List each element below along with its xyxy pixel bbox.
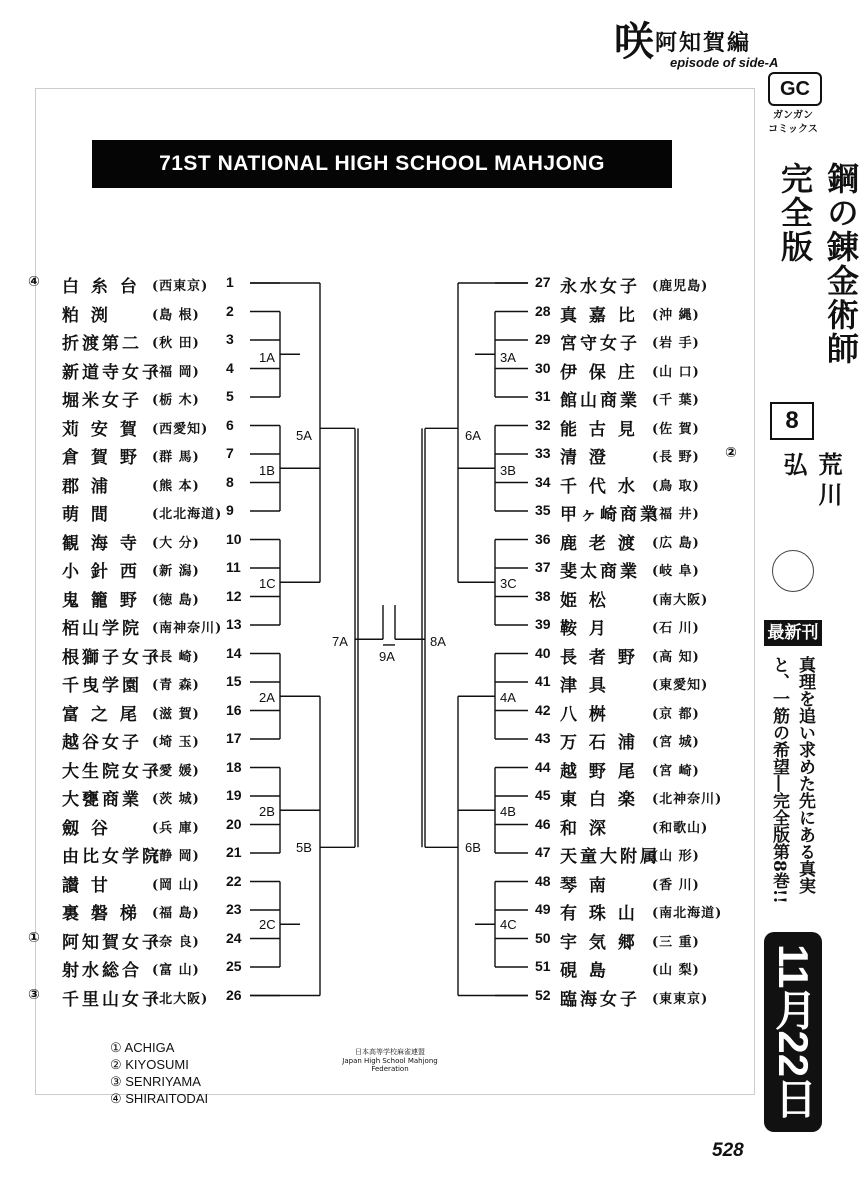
prefecture: (新 潟) (152, 564, 200, 579)
prefecture: (奈 良) (152, 934, 200, 950)
round-label-4b: 4B (500, 804, 516, 819)
prefecture: (千 葉) (652, 393, 700, 408)
seed-number: 28 (535, 302, 551, 319)
gc-logo: GC (768, 72, 822, 106)
legend-item: ② KIYOSUMI (110, 1057, 189, 1072)
right-bracket-entry (535, 358, 750, 383)
prefecture: (鹿児島) (652, 279, 709, 294)
prefecture: (富 山) (152, 963, 200, 978)
seed-number: 46 (535, 815, 551, 832)
book-title: 鋼の錬金術師 完全版 (776, 162, 860, 366)
round-label-5b: 5B (296, 840, 312, 855)
seed-number: 7 (226, 445, 234, 461)
release-date: 11月22日発売 (764, 932, 822, 1132)
left-bracket-entry (28, 443, 258, 468)
right-bracket-entry (535, 814, 750, 839)
prefecture: (徳 島) (152, 592, 200, 608)
round-label-4a: 4A (500, 690, 516, 705)
seed-number: 3 (226, 331, 234, 347)
prefecture: (熊 本) (152, 478, 200, 494)
prefecture: (青 森) (152, 678, 200, 693)
round-label-2b: 2B (259, 804, 275, 819)
school-name: 琴 南 (560, 875, 609, 896)
left-bracket-entry (28, 586, 258, 611)
prefecture: (山 形) (652, 849, 700, 864)
left-bracket-entry (28, 728, 258, 753)
prefecture: (長 野) (652, 450, 700, 465)
seed-number: 15 (226, 673, 242, 689)
seed-number: 16 (226, 701, 242, 718)
right-bracket-entry (535, 928, 750, 953)
school-name: 郡 浦 (62, 476, 111, 497)
prefecture: (宮 崎) (652, 763, 700, 779)
prefecture: (茨 城) (152, 792, 200, 807)
right-bracket-entry (535, 785, 750, 810)
school-name: 大生院女子 (62, 761, 162, 782)
school-name: 臨海女子 (560, 989, 640, 1010)
prefecture: (宮 城) (652, 735, 700, 750)
gc-label-2: コミックス (768, 124, 818, 135)
round-label-6a: 6A (465, 428, 481, 443)
left-bracket-entry (28, 700, 258, 725)
seed-number: 47 (535, 844, 551, 860)
school-name: 鹿 老 渡 (560, 533, 638, 554)
federation-en: Japan High School Mahjong Federation (342, 1057, 438, 1073)
new-release-tag: 最新刊 (764, 620, 822, 646)
round-label-2a: 2A (259, 690, 275, 705)
school-name: 由比女学院 (62, 847, 162, 867)
right-bracket-entry (535, 472, 750, 497)
seed-number: 39 (535, 616, 551, 632)
seed-mark: ④ (28, 274, 40, 290)
school-name: 和 深 (560, 818, 609, 839)
school-name: 折渡第二 (62, 334, 142, 354)
seed-number: 23 (226, 901, 242, 917)
school-name: 永水女子 (560, 277, 640, 297)
prefecture: (岩 手) (652, 336, 700, 351)
prefecture: (石 川) (652, 621, 700, 636)
right-bracket-entry (535, 956, 750, 981)
seed-number: 21 (226, 844, 242, 860)
school-name: 斐太商業 (560, 562, 640, 582)
prefecture: (西愛知) (152, 421, 209, 437)
seed-number: 42 (535, 701, 551, 718)
seed-number: 22 (226, 872, 242, 889)
round-label-7a: 7A (332, 634, 348, 649)
seed-number: 36 (535, 530, 551, 547)
seed-number: 35 (535, 502, 551, 518)
school-name: 清 澄 (560, 448, 609, 468)
seed-number: 40 (535, 644, 551, 661)
seed-number: 26 (226, 986, 242, 1003)
seed-number: 9 (226, 502, 234, 518)
right-bracket-entry (535, 614, 750, 639)
school-name: 讃 甘 (62, 875, 111, 896)
seed-number: 4 (226, 359, 234, 376)
prefecture: (秋 田) (152, 336, 200, 351)
school-name: 鞍 月 (560, 619, 609, 639)
school-name: 東 白 楽 (560, 790, 638, 810)
round-label-8a: 8A (430, 634, 446, 649)
school-name: 倉 賀 野 (62, 448, 140, 468)
right-bracket-entry (535, 386, 750, 411)
seed-number: 50 (535, 929, 551, 946)
right-bracket-entry (535, 643, 750, 668)
school-name: 宮守女子 (560, 334, 640, 354)
seed-number: 11 (226, 559, 241, 575)
prefecture: (愛 媛) (152, 763, 200, 779)
school-name: 越谷女子 (62, 733, 142, 753)
seed-number: 8 (226, 473, 234, 490)
school-name: 鬼 籠 野 (62, 590, 140, 611)
seed-number: 31 (535, 388, 551, 404)
seed-mark: ① (28, 929, 40, 946)
seed-number: 6 (226, 416, 234, 433)
school-name: 真 嘉 比 (560, 305, 638, 326)
prefecture: (島 根) (152, 307, 200, 323)
round-label-1b: 1B (259, 463, 275, 478)
right-bracket-entry (535, 329, 750, 354)
left-bracket-entry (28, 928, 258, 953)
prefecture: (福 島) (152, 906, 200, 921)
prefecture: (広 島) (652, 535, 700, 551)
right-bracket-entry (535, 842, 750, 867)
school-name: 有 珠 山 (560, 904, 638, 924)
left-bracket-entry (28, 643, 258, 668)
seed-number: 13 (226, 616, 242, 632)
prefecture: (栃 木) (152, 393, 200, 408)
seed-number: 37 (535, 559, 551, 575)
school-name: 阿知賀女子 (62, 932, 162, 953)
gc-label-1: ガンガン (773, 110, 813, 121)
right-bracket-entry (535, 272, 750, 297)
right-bracket-entry (535, 728, 750, 753)
seed-number: 18 (226, 758, 242, 775)
prefecture: (山 口) (652, 364, 700, 380)
prefecture: (高 知) (652, 649, 700, 665)
prefecture: (北大阪) (152, 991, 209, 1007)
round-label-3a: 3A (500, 350, 516, 365)
prefecture: (沖 縄) (652, 307, 700, 323)
prefecture: (京 都) (652, 706, 700, 722)
prefecture: (群 馬) (152, 450, 200, 465)
prefecture: (埼 玉) (152, 735, 200, 750)
prefecture: (福 井) (652, 507, 700, 522)
seed-mark: ③ (28, 986, 40, 1003)
seed-number: 41 (535, 673, 551, 689)
left-bracket-entry (28, 785, 258, 810)
seed-number: 14 (226, 644, 242, 661)
seed-number: 38 (535, 587, 551, 604)
legend-item: ④ SHIRAITODAI (110, 1091, 209, 1106)
school-name: 新道寺女子 (62, 362, 162, 383)
page-number: 528 (712, 1140, 744, 1161)
school-name: 裏 磐 梯 (62, 904, 140, 924)
tagline: 真理を追い求めた先にある真実と、一筋の希望―完全版第8巻!! (769, 656, 815, 904)
left-bracket-entry (28, 757, 258, 782)
prefecture: (香 川) (652, 877, 700, 893)
seed-number: 19 (226, 787, 242, 803)
left-bracket-entry (28, 358, 258, 383)
left-bracket-entry (28, 557, 258, 582)
left-bracket-entry (28, 956, 258, 981)
series-title: 阿知賀編 (655, 30, 752, 56)
school-name: 白 糸 台 (62, 277, 140, 297)
right-bracket-entry (535, 529, 750, 554)
seed-number: 2 (226, 302, 234, 319)
round-label-6b: 6B (465, 840, 481, 855)
left-bracket-entry (28, 529, 258, 554)
school-name: 能 古 見 (560, 419, 638, 440)
seed-mark: ② (725, 445, 737, 461)
prefecture: (兵 庫) (152, 820, 200, 836)
prefecture: (三 重) (652, 934, 700, 950)
school-name: 千里山女子 (62, 989, 162, 1010)
left-bracket-entry (28, 985, 258, 1010)
round-label-2c: 2C (259, 917, 276, 932)
prefecture: (滋 賀) (152, 706, 200, 722)
left-bracket-entry (28, 871, 258, 896)
left-bracket-entry (28, 329, 258, 354)
school-name: 観 海 寺 (62, 533, 140, 554)
seed-number: 30 (535, 359, 551, 376)
prefecture: (西東京) (152, 279, 209, 294)
seed-number: 29 (535, 331, 551, 347)
school-name: 甲ヶ崎商業 (560, 505, 660, 525)
prefecture: (南大阪) (652, 592, 709, 608)
school-name: 長 者 野 (560, 647, 638, 668)
school-name: 津 具 (560, 676, 609, 696)
federation-credit (330, 1047, 450, 1073)
prefecture: (岡 山) (152, 877, 200, 893)
school-name: 越 野 尾 (560, 761, 638, 782)
left-bracket-entry (28, 842, 258, 867)
seed-number: 25 (226, 958, 242, 974)
school-name: 大甕商業 (62, 790, 142, 810)
seed-number: 10 (226, 530, 242, 547)
seed-number: 44 (535, 758, 551, 775)
prefecture: (鳥 取) (652, 478, 700, 494)
right-bracket-entry (535, 757, 750, 782)
round-label-9a: 9A (379, 649, 395, 664)
round-label-5a: 5A (296, 428, 312, 443)
prefecture: (福 岡) (152, 364, 200, 380)
round-label-1c: 1C (259, 576, 276, 591)
school-name: 伊 保 庄 (560, 362, 638, 383)
prefecture: (静 岡) (152, 849, 200, 864)
seed-number: 24 (226, 929, 242, 946)
school-name: 富 之 尾 (62, 704, 140, 725)
seed-number: 32 (535, 416, 551, 433)
seed-number: 5 (226, 388, 234, 404)
seed-number: 51 (535, 958, 551, 974)
school-name: 根獅子女子 (62, 647, 162, 668)
round-label-3c: 3C (500, 576, 517, 591)
school-name: 宇 気 郷 (560, 932, 638, 953)
federation-jp: 日本高等学校麻雀連盟 (355, 1048, 425, 1056)
left-bracket-entry (28, 415, 258, 440)
seed-number: 43 (535, 730, 551, 746)
seed-number: 52 (535, 986, 551, 1003)
school-name: 千曳学園 (62, 676, 142, 696)
prefecture: (北神奈川) (652, 792, 723, 807)
left-bracket-entry (28, 899, 258, 924)
school-name: 万 石 浦 (560, 733, 638, 753)
seed-number: 33 (535, 445, 551, 461)
left-bracket-entry (28, 614, 258, 639)
school-name: 八 桝 (560, 704, 609, 725)
prefecture: (大 分) (152, 535, 200, 551)
right-bracket-entry (535, 700, 750, 725)
left-bracket-entry (28, 386, 258, 411)
school-name: 天童大附属 (560, 847, 660, 867)
prefecture: (南神奈川) (152, 621, 223, 636)
left-bracket-entry (28, 671, 258, 696)
school-name: 姫 松 (560, 590, 609, 611)
school-name: 劔 谷 (62, 818, 111, 839)
right-bracket-entry (535, 301, 750, 326)
school-name: 萌 間 (62, 505, 111, 525)
right-bracket-entry (535, 671, 750, 696)
prefecture: (岐 阜) (652, 564, 700, 579)
round-label-4c: 4C (500, 917, 517, 932)
right-bracket-entry (535, 899, 750, 924)
prefecture: (長 崎) (152, 649, 200, 665)
prefecture: (南北海道) (652, 906, 723, 921)
right-bracket-entry (535, 443, 750, 468)
left-bracket-entry (28, 814, 258, 839)
right-bracket-entry (535, 500, 750, 525)
round-label-1a: 1A (259, 350, 275, 365)
school-name: 千 代 水 (560, 476, 638, 497)
seed-number: 20 (226, 815, 242, 832)
championship-banner: 71ST NATIONAL HIGH SCHOOL MAHJONG CHAMPIONSHIP (92, 140, 672, 188)
school-name: 硯 島 (560, 961, 609, 981)
school-name: 苅 安 賀 (62, 419, 140, 440)
seed-legend (110, 1040, 208, 1108)
school-name: 栢山学院 (62, 619, 142, 639)
left-bracket-entry (28, 472, 258, 497)
seed-number: 1 (226, 274, 234, 290)
left-bracket-entry (28, 272, 258, 297)
left-bracket-entry (28, 500, 258, 525)
right-bracket-entry (535, 985, 750, 1010)
right-bracket-entry (535, 415, 750, 440)
prefecture: (山 梨) (652, 963, 700, 978)
prefecture: (和歌山) (652, 820, 709, 836)
saki-logo: 咲 (614, 18, 654, 65)
prefecture: (東愛知) (652, 678, 709, 693)
school-name: 粕 渕 (62, 305, 111, 326)
right-bracket-entry (535, 586, 750, 611)
series-subtitle: episode of side-A (670, 55, 779, 70)
seed-number: 27 (535, 274, 551, 290)
legend-item: ① ACHIGA (110, 1040, 175, 1055)
author-name: 荒川 弘 (779, 452, 843, 512)
prefecture: (北北海道) (152, 507, 223, 522)
seed-number: 34 (535, 473, 551, 490)
left-bracket-entry (28, 301, 258, 326)
seed-number: 49 (535, 901, 551, 917)
school-name: 小 針 西 (62, 562, 140, 582)
seed-number: 45 (535, 787, 551, 803)
prefecture: (東東京) (652, 991, 709, 1007)
school-name: 射水総合 (62, 961, 142, 981)
seed-number: 12 (226, 587, 242, 604)
legend-item: ③ SENRIYAMA (110, 1074, 201, 1089)
seed-number: 17 (226, 730, 242, 746)
right-bracket-entry (535, 557, 750, 582)
right-bracket-entry (535, 871, 750, 896)
school-name: 堀米女子 (62, 391, 142, 411)
round-label-3b: 3B (500, 463, 516, 478)
prefecture: (佐 賀) (652, 421, 700, 437)
school-name: 館山商業 (560, 391, 640, 411)
volume-number: 8 (770, 402, 814, 440)
seed-number: 48 (535, 872, 551, 889)
